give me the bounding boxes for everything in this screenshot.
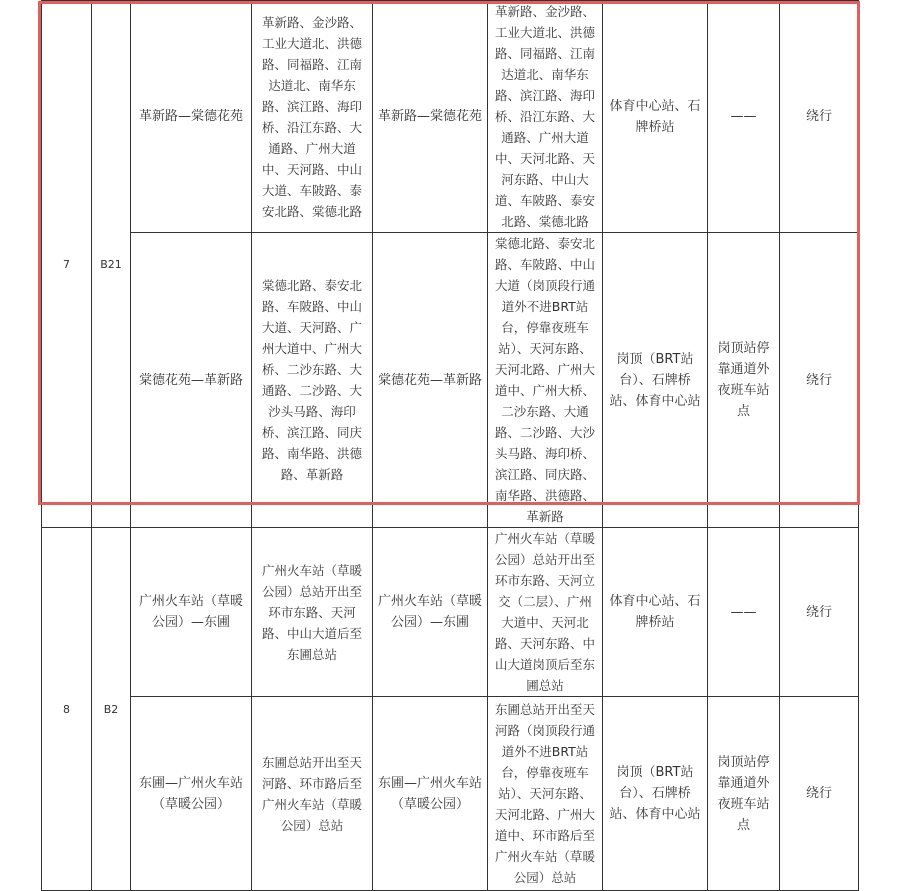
table-row xyxy=(42,697,859,891)
night-origin-dest-cell: 棠德花苑—革新路 xyxy=(373,233,488,528)
night-origin-dest-cell: 东圃—广州火车站（草暖公园） xyxy=(373,697,488,891)
brt-stations-cell: 体育中心站、石牌桥站 xyxy=(603,1,708,233)
brt-stations-cell: 岗顶（BRT站台）、石牌桥站、体育中心站 xyxy=(603,697,708,891)
table-row xyxy=(42,233,859,528)
route-number-cell: B2 xyxy=(92,528,131,891)
operation-mode-cell: 绕行 xyxy=(780,233,859,528)
origin-dest-cell: 广州火车站（草暖公园）—东圃 xyxy=(131,528,252,697)
brt-stations-cell: 体育中心站、石牌桥站 xyxy=(603,528,708,697)
origin-dest-cell: 革新路—棠德花苑 xyxy=(131,1,252,233)
route-stops-cell: 革新路、金沙路、工业大道北、洪德路、同福路、江南达道北、南华东路、滨江路、海印桥、沿江东路、大通路、广州大道中、天河路、中山大道、车陂路、泰安北路、棠德北路 xyxy=(252,1,373,233)
operation-mode-cell: 绕行 xyxy=(780,1,859,233)
night-route-stops-cell: 棠德北路、泰安北路、车陂路、中山大道（岗顶段行通道外不进BRT站台，停靠夜班车站）、天河东路、天河北路、广州大道中、广州大桥、二沙东路、大通路、二沙路、大沙头马路、海印桥、滨江路、同庆路、南华路、洪德路、革新路 xyxy=(488,233,603,528)
table-row xyxy=(42,1,859,233)
night-origin-dest-cell: 革新路—棠德花苑 xyxy=(373,1,488,233)
night-route-stops-cell: 东圃总站开出至天河路（岗顶段行通道外不进BRT站台，停靠夜班车站）、天河东路、天河北路、广州大道中、环市路后至广州火车站（草暖公园）总站 xyxy=(488,697,603,891)
route-stops-cell: 东圃总站开出至天河路、环市路后至广州火车站（草暖公园）总站 xyxy=(252,697,373,891)
sequence-number-cell: 8 xyxy=(42,528,92,891)
night-stop-point-cell: —— xyxy=(708,1,780,233)
night-route-stops-cell: 革新路、金沙路、工业大道北、洪德路、同福路、江南达道北、南华东路、滨江路、海印桥、沿江东路、大通路、广州大道中、天河北路、天河东路、中山大道、车陂路、泰安北路、棠德北路 xyxy=(488,1,603,233)
origin-dest-cell: 棠德花苑—革新路 xyxy=(131,233,252,528)
night-route-stops-cell: 广州火车站（草暖公园）总站开出至环市东路、天河立交（二层）、广州大道中、天河北路、天河东路、中山大道岗顶后至东圃总站 xyxy=(488,528,603,697)
night-origin-dest-cell: 广州火车站（草暖公园）—东圃 xyxy=(373,528,488,697)
table-row xyxy=(42,528,859,697)
night-stop-point-cell: 岗顶站停靠通道外夜班车站点 xyxy=(708,233,780,528)
night-stop-point-cell: —— xyxy=(708,528,780,697)
operation-mode-cell: 绕行 xyxy=(780,528,859,697)
route-table-sheet xyxy=(41,0,859,891)
route-stops-cell: 棠德北路、泰安北路、车陂路、中山大道、天河路、广州大道中、广州大桥、二沙东路、大通路、二沙路、大沙头马路、海印桥、滨江路、同庆路、南华路、洪德路、革新路 xyxy=(252,233,373,528)
route-number-cell: B21 xyxy=(92,1,131,528)
night-stop-point-cell: 岗顶站停靠通道外夜班车站点 xyxy=(708,697,780,891)
origin-dest-cell: 东圃—广州火车站（草暖公园） xyxy=(131,697,252,891)
sequence-number-cell: 7 xyxy=(42,1,92,528)
brt-stations-cell: 岗顶（BRT站台）、石牌桥站、体育中心站 xyxy=(603,233,708,528)
route-detour-table xyxy=(41,0,859,891)
route-stops-cell: 广州火车站（草暖公园）总站开出至环市东路、天河路、中山大道后至东圃总站 xyxy=(252,528,373,697)
operation-mode-cell: 绕行 xyxy=(780,697,859,891)
